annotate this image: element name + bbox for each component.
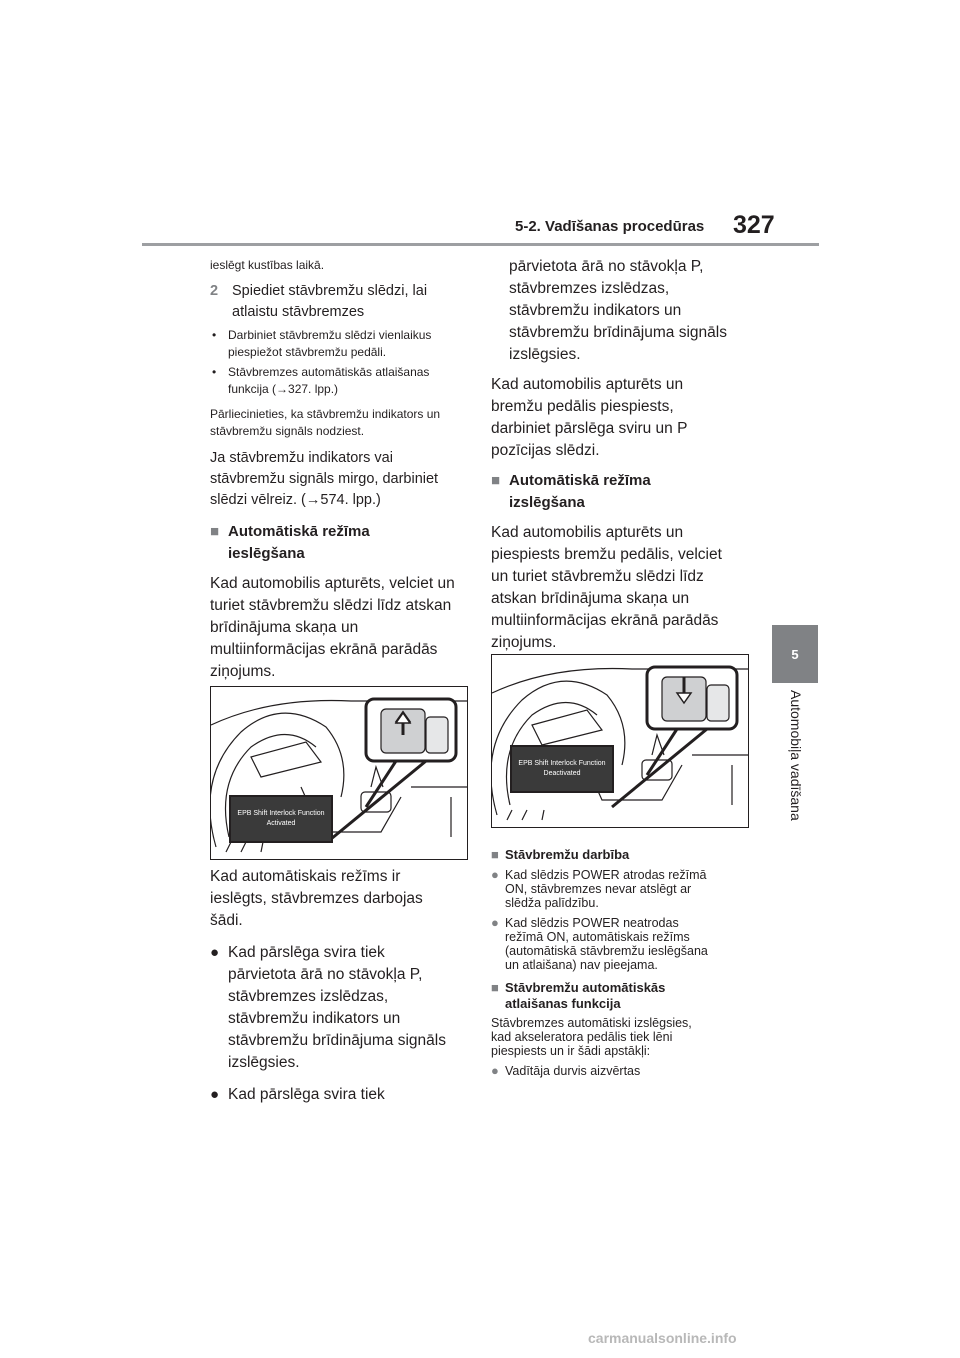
intro-text: ieslēgt kustības laikā. — [210, 258, 325, 272]
dashboard-illustration — [492, 655, 748, 827]
auto-off-paragraph: Kad automobilis apturēts un piespiests bremžu pedālis, velciet un turiet stāvbremžu slēdzi līdz atskan brīdinājuma skaņa un multiinformācijas ekrānā parādās ziņojums. — [491, 524, 722, 651]
header-rule — [142, 243, 819, 246]
section-heading-auto-off: ■ Automātiskā režīma izslēgšana — [491, 472, 651, 511]
step-number: 2 — [210, 283, 219, 299]
continued-bullet: pārvietota ārā no stāvokļa P, stāvbremzes izslēdzas, stāvbremžu indikators un stāvbremžu brīdinājuma signāls izslēgsies. — [509, 258, 727, 363]
list-item: ● Kad slēdzis POWER neatrodas režīmā ON, automātiskais režīms (automātiskā stāvbremžu ieslēgšana un atlaišana) nav pieejama. — [491, 915, 708, 972]
right-column — [491, 256, 747, 654]
blink-text: Ja stāvbremžu indikators vai stāvbremžu signāls mirgo, darbiniet slēdzi vēlreiz. (→574. lpp.) — [210, 450, 439, 508]
info-screen: EPB Shift Interlock Function Deactivated — [510, 745, 614, 793]
note-heading-parking-brake: ■ Stāvbremžu darbība — [491, 847, 630, 862]
left-column-after-figure — [210, 866, 466, 1106]
section-title: 5-2. Vadīšanas procedūras — [515, 218, 705, 235]
chapter-tab-number: 5 — [791, 646, 799, 662]
chapter-tab — [772, 625, 818, 683]
step-2: 2 Spiediet stāvbremžu slēdzi, lai atlaistu stāvbremzes — [210, 281, 466, 323]
list-item: • Stāvbremzes automātiskās atlaišanas funkcija (→327. lpp.) — [212, 365, 430, 396]
note-text: Stāvbremzes automātiski izslēgsies, kad akseleratora pedālis tiek lēni piespiests un ir šādi apstākļi: — [491, 1016, 692, 1058]
figure-auto-off — [491, 654, 749, 828]
confirm-text: Pārliecinieties, ka stāvbremžu indikators un stāvbremžu signāls nodziest. — [210, 407, 441, 438]
chapter-tab-label: Automobiļa vadīšana — [788, 690, 804, 821]
list-item: • Darbiniet stāvbremžu slēdzi vienlaikus piespiežot stāvbremžu pedāli. — [212, 328, 432, 359]
list-item: ● Kad slēdzis POWER atrodas režīmā ON, stāvbremzes nevar atslēgt ar slēdža palīdzību. — [491, 867, 707, 910]
auto-on-paragraph: Kad automobilis apturēts, velciet un turiet stāvbremžu slēdzi līdz atskan brīdinājuma skaņa un multiinformācijas ekrānā parādās ziņojums. — [210, 575, 455, 680]
list-item: ● Vadītāja durvis aizvērtas — [491, 1063, 641, 1078]
notes-section — [491, 847, 747, 1078]
after-figure-paragraph: Kad automātiskais režīms ir ieslēgts, stāvbremzes darbojas šādi. — [210, 868, 423, 929]
left-column — [210, 257, 466, 683]
list-item: ● Kad pārslēga svira tiek — [210, 1086, 385, 1103]
list-item: ● Kad pārslēga svira tiek pārvietota ārā no stāvokļa P, stāvbremzes izslēdzas, stāvbremžu indikators un stāvbremžu brīdinājuma signāls izslēgsies. — [210, 944, 446, 1071]
note-heading-auto-release: ■ Stāvbremžu automātiskās atlaišanas funkcija — [491, 980, 666, 1011]
info-screen: EPB Shift Interlock Function Activated — [229, 795, 333, 843]
page-number: 327 — [733, 211, 775, 239]
section-heading-auto-on: ■ Automātiskā režīma ieslēgšana — [210, 523, 370, 562]
figure-auto-on — [210, 686, 468, 860]
watermark: carmanualsonline.info — [588, 1330, 737, 1346]
stop-paragraph: Kad automobilis apturēts un bremžu pedālis piespiests, darbiniet pārslēga sviru un P pozīcijas slēdzi. — [491, 376, 688, 459]
